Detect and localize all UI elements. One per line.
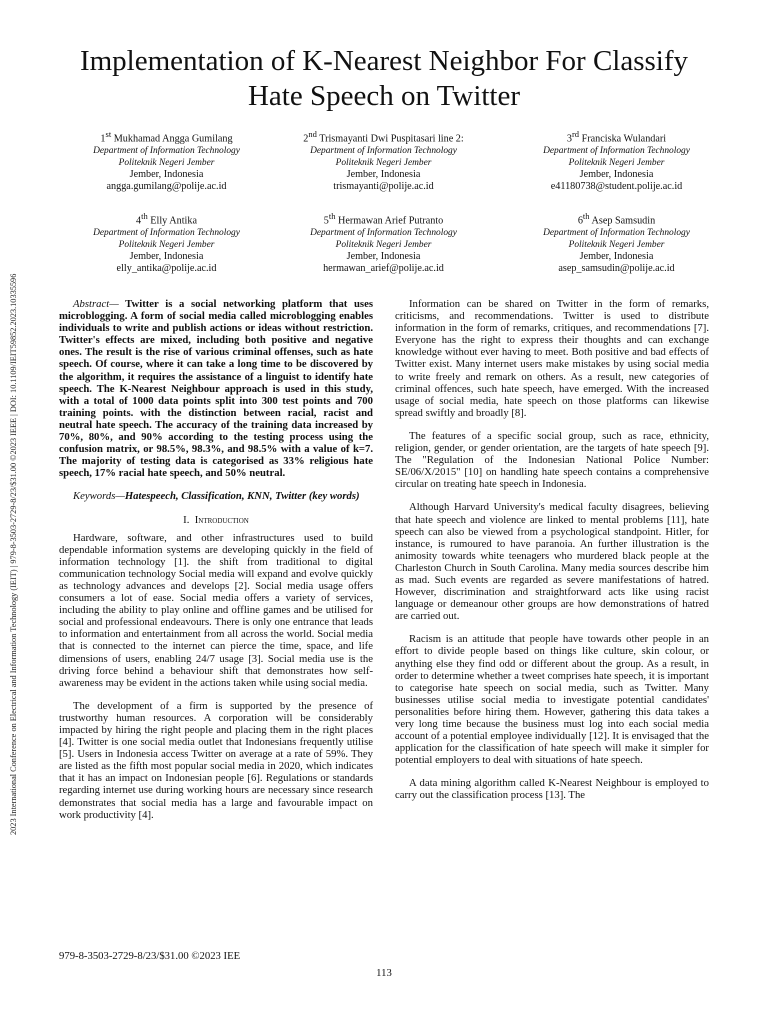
author-city: Jember, Indonesia xyxy=(579,169,654,181)
author-block-2 xyxy=(276,128,491,193)
keywords-label: Keywords— xyxy=(73,490,125,503)
author-block-3 xyxy=(509,128,724,193)
author-department: Department of Information Technology xyxy=(93,146,240,157)
author-city: Jember, Indonesia xyxy=(129,169,204,181)
author-institution: Politeknik Negeri Jember xyxy=(335,158,432,169)
body-paragraph: The development of a firm is supported by the presence of trustworthy human resources. A corporation will be considerably impacted by hiring the right people and placing them in the right places [4]. Twitter is one social media outlet that Indonesians frequently utilise [5]. Users in Indonesia access Twitter on average at a rate of 59%. They are listed as the fifth most popular social media in 2020, which indicates that it has an impact on Indonesian people [6]. Regulations or standards regarding internet use during working hours are necessary since research demonstrates that social media has a large and favourable impact on work productivity [4]. xyxy=(59,699,373,821)
body-paragraph: Racism is an attitude that people have towards other people in an effort to divide people based on things like culture, skin colour, or anything else they find odd or different about the group. As a result, in order to determine whether a tweet comprises hate speech, it is important to categorise hate speech on social media, such as Twitter. Many businesses utilise social media to investigate potential candidates' personalities before hiring them. However, gathering this data takes a very long time because the business must log into each social media account of a potential employee individually [12]. It is envisaged that the application for the classification of hate speech will make it simpler for potential employers to deal with situations of hate speech. xyxy=(395,633,709,767)
author-institution: Politeknik Negeri Jember xyxy=(335,240,432,251)
author-email: asep_samsudin@polije.ac.id xyxy=(558,263,675,275)
title-line-1: Implementation of K-Nearest Neighbor For Classify xyxy=(79,45,689,77)
body-paragraph: Although Harvard University's medical faculty disagrees, believing that hate speech and violence are linked to mental problems [11], hate speech can also be viewed from a psychological standpoint. Hitler, for instance, is rumoured to have paranoia. An further illustration is the animosity towards white teenagers who murdered black people at the Charleston Church in South Carolina. Many media sources describe him as mad. Such events are regarded as severe manifestations of hatred. However, discrimination and straightforward acts like using racist language or demeanour other groups are how demonstrations of hatred are carried out. xyxy=(395,501,709,623)
abstract-label: Abstract— xyxy=(73,298,119,310)
author-email: angga.gumilang@polije.ac.id xyxy=(106,181,227,193)
author-name: 3rd Franciska Wulandari xyxy=(566,129,667,145)
author-block-1 xyxy=(59,128,274,193)
author-city: Jember, Indonesia xyxy=(129,251,204,263)
author-city: Jember, Indonesia xyxy=(346,169,421,181)
body-paragraph: Information can be shared on Twitter in the form of remarks, criticisms, and recommendations. Twitter is used to distribute information in the form of remarks, critiques, and recommendations [7]. Everyone has the right to express their thoughts and can exchange knowledge without ever having to meet. Both positive and bad effects of Twitter exist. Many internet users make mistakes by using social media to write freely and remark on others. As a result, new categories of criminal offences, such hate speech, have emerged. With the increased usage of social media, hate speech on those platforms can likewise spread swiftly and broadly [8]. xyxy=(395,298,709,419)
author-block-6 xyxy=(509,210,724,275)
sidebar-citation: 2023 International Conference on Electrical and Information Technology (IEIT) | 979-8-3503-2729-8/23/$31.00 ©2023 IEEE | DOI: 10.1109/IEIT59852.2023.10335596 xyxy=(9,273,18,835)
author-institution: Politeknik Negeri Jember xyxy=(118,240,215,251)
author-email: elly_antika@polije.ac.id xyxy=(116,263,217,275)
abstract-text: Twitter is a social networking platform that uses microblogging. A form of social media called microblogging enables individuals to write and publish actions or ideas without restriction. Twitter's effects are mixed, including both positive and negative ones. The result is the rise of various criminal offenses, such as hate speech. Of course, where it can take a long time to be discovered by the algorithm, it requires the assistance of a linguist to identify hate speech. The K-Nearest Neighbour approach is used in this study, with a total of 1000 data points split into 300 test points and 700 training points. with the distinction between racial, racist and neutral hate speech. The accuracy of the training data increased by 70%, 80%, and 90% according to the testing process using the confusion matrix, or 98.5%, 98.3%, and 98.5% with a value of k=7. The majority of testing data is categorised as 33% religious hate speech, 17% racial hate speech, and 50% neutral. xyxy=(59,298,373,480)
author-institution: Politeknik Negeri Jember xyxy=(568,158,665,169)
author-name: 4th Elly Antika xyxy=(136,211,197,227)
paper-title xyxy=(40,44,728,114)
body-paragraph: Hardware, software, and other infrastructures used to build dependable information systems are developing quickly in the field of information technology [1]. the shift from traditional to digital communication technology Social media will expand and evolve quickly as technology advances and develops [2]. Social media usage offers consumers a lot of ease. Social media offers a variety of services, including the ability to play online and offline games and be utilised for social and professional endeavours. There is only one entrance that leads to information and entertainment from all across the world. Social media that is connected to the internet can pierce the time, space, and life dimensions of users, enabling 24/7 usage [3]. Social media use is the driving force behind a behaviour shift that demonstrates how self-awareness may be evident in the actions taken while using social media. xyxy=(59,531,373,689)
author-department: Department of Information Technology xyxy=(543,146,690,157)
body-paragraph: The features of a specific social group, such as race, ethnicity, religion, gender, or gender orientation, are the targets of hate speech [9]. The "Regulation of the Indonesian National Police Number: SE/06/X/2015" [10] on handling hate speech contains a comprehensive circular on treating hate speech in Indonesia. xyxy=(395,429,709,491)
right-column xyxy=(395,298,709,813)
author-institution: Politeknik Negeri Jember xyxy=(118,158,215,169)
author-name: 5th Hermawan Arief Putranto xyxy=(323,211,444,227)
footer-copyright: 979-8-3503-2729-8/23/$31.00 ©2023 IEE xyxy=(59,950,241,962)
section-heading-introduction: I. Introduction xyxy=(183,513,249,526)
title-line-2: Hate Speech on Twitter xyxy=(247,80,521,112)
keywords xyxy=(59,490,373,502)
author-email: e41180738@student.polije.ac.id xyxy=(550,181,683,193)
author-department: Department of Information Technology xyxy=(543,228,690,239)
author-email: trismayanti@polije.ac.id xyxy=(333,181,434,193)
conference-sidebar xyxy=(6,185,20,835)
body-paragraph: A data mining algorithm called K-Nearest Neighbour is employed to carry out the classification process [13]. The xyxy=(395,777,709,802)
author-department: Department of Information Technology xyxy=(93,228,240,239)
author-department: Department of Information Technology xyxy=(310,228,457,239)
author-city: Jember, Indonesia xyxy=(579,251,654,263)
author-city: Jember, Indonesia xyxy=(346,251,421,263)
author-block-5 xyxy=(276,210,491,275)
author-block-4 xyxy=(59,210,274,275)
author-institution: Politeknik Negeri Jember xyxy=(568,240,665,251)
author-department: Department of Information Technology xyxy=(310,146,457,157)
author-email: hermawan_arief@polije.ac.id xyxy=(323,263,444,275)
keywords-text: Hatespeech, Classification, KNN, Twitter (key words) xyxy=(124,490,360,503)
author-name: 2nd Trismayanti Dwi Puspitasari line 2: xyxy=(303,129,464,145)
left-column xyxy=(59,298,373,832)
abstract xyxy=(59,298,373,479)
page-number: 113 xyxy=(376,967,392,979)
author-name: 6th Asep Samsudin xyxy=(577,211,656,227)
author-name: 1st Mukhamad Angga Gumilang xyxy=(100,129,233,145)
